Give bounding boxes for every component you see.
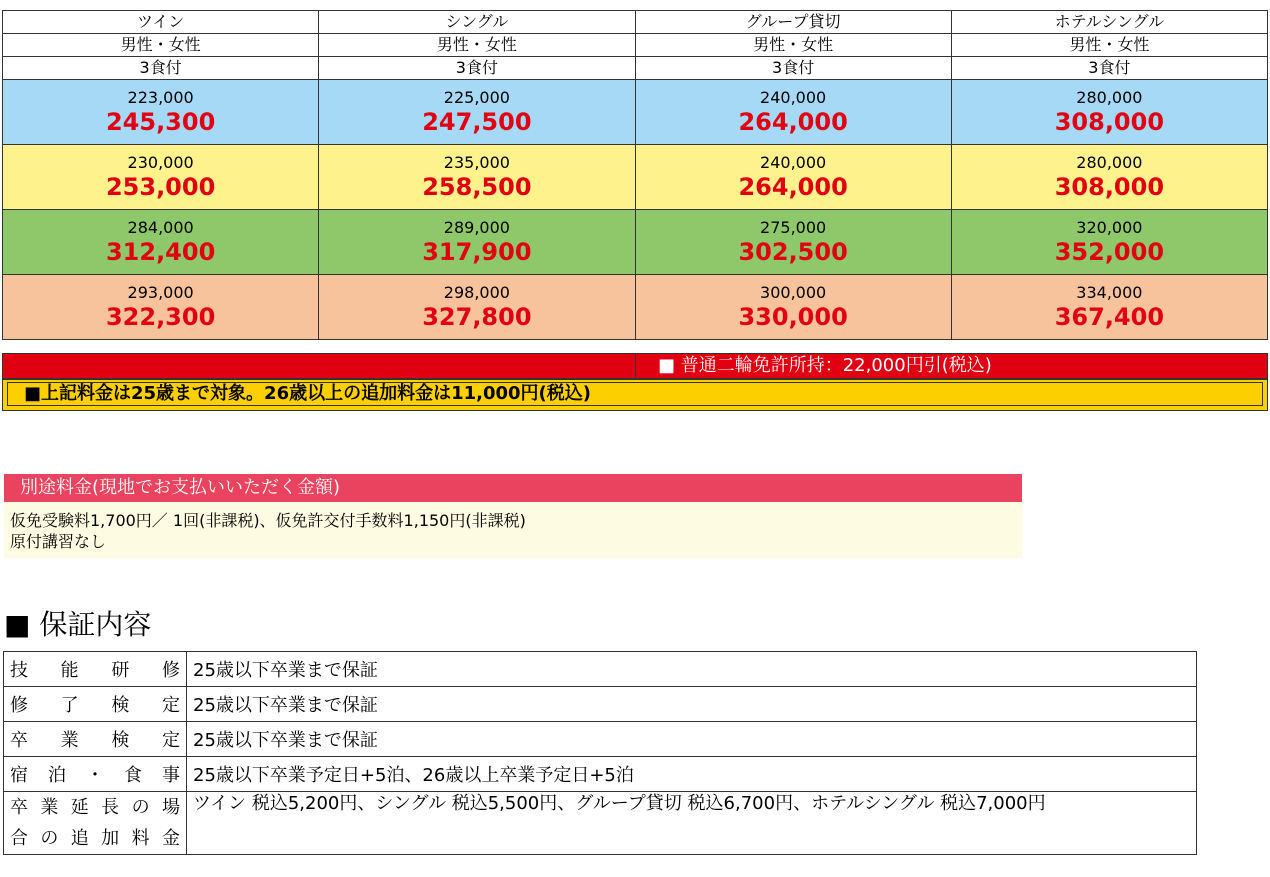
header-row-room: [3, 11, 1268, 34]
extra-fees-body: [4, 502, 1022, 558]
guarantee-row: [4, 652, 1197, 687]
base-price: 280,000: [1076, 153, 1143, 172]
guarantee-label: 修 了 検 定: [4, 687, 187, 722]
guarantee-label: 宿 泊 ・ 食 事: [4, 757, 187, 792]
tax-price: 308,000: [1054, 108, 1165, 136]
base-price: 223,000: [127, 88, 194, 107]
tax-price: 302,500: [738, 238, 848, 266]
guarantee-value: 25歳以下卒業予定日+5泊、26歳以上卒業予定日+5泊: [187, 757, 1197, 792]
guarantee-value: 25歳以下卒業まで保証: [187, 652, 1197, 687]
guarantee-label: 技 能 研 修: [4, 652, 187, 687]
price-cell: [3, 275, 319, 340]
guarantee-row: [4, 687, 1197, 722]
discount-bar: [2, 353, 1268, 379]
base-price: 300,000: [760, 283, 827, 302]
extra-fees-line: 原付講習なし: [10, 532, 107, 551]
tax-price: 330,000: [738, 303, 848, 331]
guarantee-value: ツイン 税込5,200円、シングル 税込5,500円、グループ貸切 税込6,700円、ホテルシングル 税込7,000円: [187, 792, 1197, 855]
tax-price: 312,400: [105, 238, 216, 266]
price-cell: [951, 80, 1267, 145]
guarantee-row: [4, 722, 1197, 757]
price-cell: [319, 145, 635, 210]
base-price: 235,000: [443, 153, 510, 172]
tax-price: 245,300: [105, 108, 216, 136]
price-cell: [319, 210, 635, 275]
age-note-bar: [2, 379, 1268, 411]
base-price: 334,000: [1076, 283, 1143, 302]
base-price: 298,000: [443, 283, 510, 302]
base-price: 230,000: [127, 153, 194, 172]
price-cell: [319, 275, 635, 340]
price-cell: [635, 210, 951, 275]
room-type-group: グループ貸切: [635, 11, 951, 34]
price-cell: [319, 80, 635, 145]
price-cell: [635, 275, 951, 340]
guarantee-label: 卒 業 検 定: [4, 722, 187, 757]
extra-fees-line: 仮免受験料1,700円／ 1回(非課税)、仮免許交付手数料1,150円(非課税): [10, 511, 526, 530]
tax-price: 352,000: [1054, 238, 1165, 266]
price-row: [3, 145, 1268, 210]
tax-price: 327,800: [422, 303, 532, 331]
extra-fees-title: 別途料金(現地でお支払いいただく金額): [4, 474, 1022, 502]
tax-price: 258,500: [422, 173, 532, 201]
guarantee-value: 25歳以下卒業まで保証: [187, 722, 1197, 757]
price-row: [3, 275, 1268, 340]
base-price: 320,000: [1076, 218, 1143, 237]
tax-price: 317,900: [422, 238, 532, 266]
guarantee-table: [3, 651, 1197, 855]
guarantee-row: [4, 792, 1197, 855]
price-cell: [951, 210, 1267, 275]
guarantee-row: [4, 757, 1197, 792]
price-cell: [3, 80, 319, 145]
room-type-hotel-single: ホテルシングル: [951, 11, 1267, 34]
price-row: [3, 80, 1268, 145]
guarantee-section-title: ■ 保証内容: [4, 608, 152, 641]
gender-label: 男性・女性: [3, 34, 319, 57]
base-price: 240,000: [760, 153, 827, 172]
tax-price: 322,300: [105, 303, 216, 331]
base-price: 240,000: [760, 88, 827, 107]
base-price: 289,000: [443, 218, 510, 237]
tax-price: 247,500: [422, 108, 532, 136]
price-cell: [3, 210, 319, 275]
base-price: 280,000: [1076, 88, 1143, 107]
tax-price: 367,400: [1054, 303, 1165, 331]
meals-label: 3食付: [951, 57, 1267, 80]
price-table: [2, 10, 1268, 340]
tax-price: 264,000: [738, 108, 848, 136]
header-row-gender: [3, 34, 1268, 57]
meals-label: 3食付: [635, 57, 951, 80]
gender-label: 男性・女性: [951, 34, 1267, 57]
base-price: 284,000: [127, 218, 194, 237]
discount-note: ■ 普通二輪免許所持：22,000円引(税込): [635, 354, 992, 378]
age-note: ■上記料金は25歳まで対象。26歳以上の追加料金は11,000円(税込): [7, 382, 1263, 406]
room-type-twin: ツイン: [3, 11, 319, 34]
room-type-single: シングル: [319, 11, 635, 34]
meals-label: 3食付: [3, 57, 319, 80]
price-cell: [635, 80, 951, 145]
gender-label: 男性・女性: [319, 34, 635, 57]
price-cell: [951, 145, 1267, 210]
tax-price: 253,000: [105, 173, 216, 201]
meals-label: 3食付: [319, 57, 635, 80]
price-cell: [635, 145, 951, 210]
tax-price: 264,000: [738, 173, 848, 201]
tax-price: 308,000: [1054, 173, 1165, 201]
header-row-meals: [3, 57, 1268, 80]
base-price: 225,000: [443, 88, 510, 107]
guarantee-label: 卒 業 延 長 の 場 合 の 追 加 料 金: [4, 792, 187, 855]
gender-label: 男性・女性: [635, 34, 951, 57]
price-cell: [3, 145, 319, 210]
base-price: 293,000: [127, 283, 194, 302]
base-price: 275,000: [760, 218, 827, 237]
price-row: [3, 210, 1268, 275]
guarantee-value: 25歳以下卒業まで保証: [187, 687, 1197, 722]
price-cell: [951, 275, 1267, 340]
